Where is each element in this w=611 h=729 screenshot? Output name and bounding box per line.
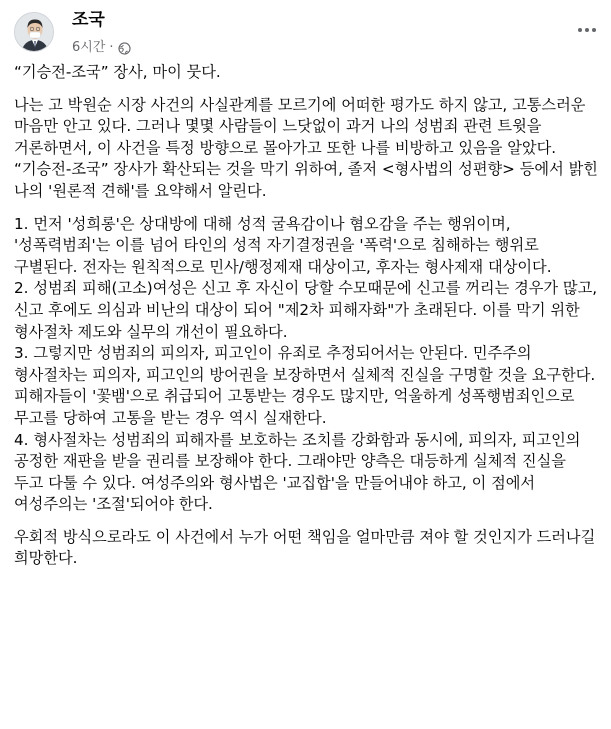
list-item: 2. 성범죄 피해(고소)여성은 신고 후 자신이 당할 수모때문에 신고를 꺼리는 경우가 많고, 신고 후에도 의심과 비난의 대상이 되어 "제2차 피해자화"가 초래된다. 이를 막기 위한 형사절차 제도와 실무의 개선이 필요하다. [14,279,598,341]
post-timestamp[interactable]: 6시간 [72,40,106,55]
more-dots-icon [578,28,582,32]
post-body [14,62,600,581]
list-item: 3. 그렇지만 성범죄의 피의자, 피고인이 유죄로 추정되어서는 안된다. 민주주의 형사절차는 피의자, 피고인의 방어권을 보장하면서 실체적 진실을 구명할 것을 요구한다. 피해자들이 '꽃뱀'으로 취급되어 고통받는 경우도 많지만, 억울하게 성폭행범죄인으로 무고를 당하여 고통을 받는 경우 역시 실재한다. [14,344,596,427]
avatar-image [15,13,54,52]
post-meta [72,40,131,56]
post-closing-paragraph: 우회적 방식으로라도 이 사건에서 누가 어떤 책임을 얼마만큼 져야 할 것인지가 드러나길 희망한다. [14,527,596,568]
meta-separator: · [109,40,114,55]
list-item: 4. 형사절차는 성범죄의 피해자를 보호하는 조치를 강화함과 동시에, 피의자, 피고인의 공정한 재판을 받을 권리를 보장해야 한다. 그래야만 양측은 대등하게 실체적 진실을 두고 다툴 수 있다. 여성주의와 형사법은 '교집합'을 만들어내야 하고, 이 점에서 여성주의는 '조절'되어야 한다. [14,430,581,514]
post-header [0,0,611,64]
post-paragraph: “기승전-조국” 장사, 마이 뭇다. [14,63,221,81]
profile-avatar[interactable] [14,12,54,52]
post-paragraph: 나는 고 박원순 시장 사건의 사실관계를 모르기에 어떠한 평가도 하지 않고, 고통스러운 마음만 안고 있다. 그러나 몇몇 사람들이 느닷없이 과거 나의 성범죄 관련 트윗을 거론하면서, 이 사건을 특정 방향으로 몰아가고 또한 나를 비방하고 있음을 알았다. “기승전-조국” 장사가 확산되는 것을 막기 위하여, 졸저 <형사법의 성편향> 등에서 밝힌 나의 '원론적 견해'를 요약해서 알린다. [14,95,598,200]
list-item: 1. 먼저 '성희롱'은 상대방에 대해 성적 굴욕감이나 혐오감을 주는 행위이며, '성폭력범죄'는 이를 넘어 타인의 성적 자기결정권을 '폭력'으로 침해하는 행위로 구별된다. 전자는 원칙적으로 민사/행정제재 대상이고, 후자는 형사제재 대상이다. [14,214,552,276]
globe-icon[interactable] [118,42,131,55]
post-author-name[interactable]: 조국 [72,10,105,30]
post-numbered-list [14,214,600,516]
more-options-button[interactable] [575,18,599,42]
